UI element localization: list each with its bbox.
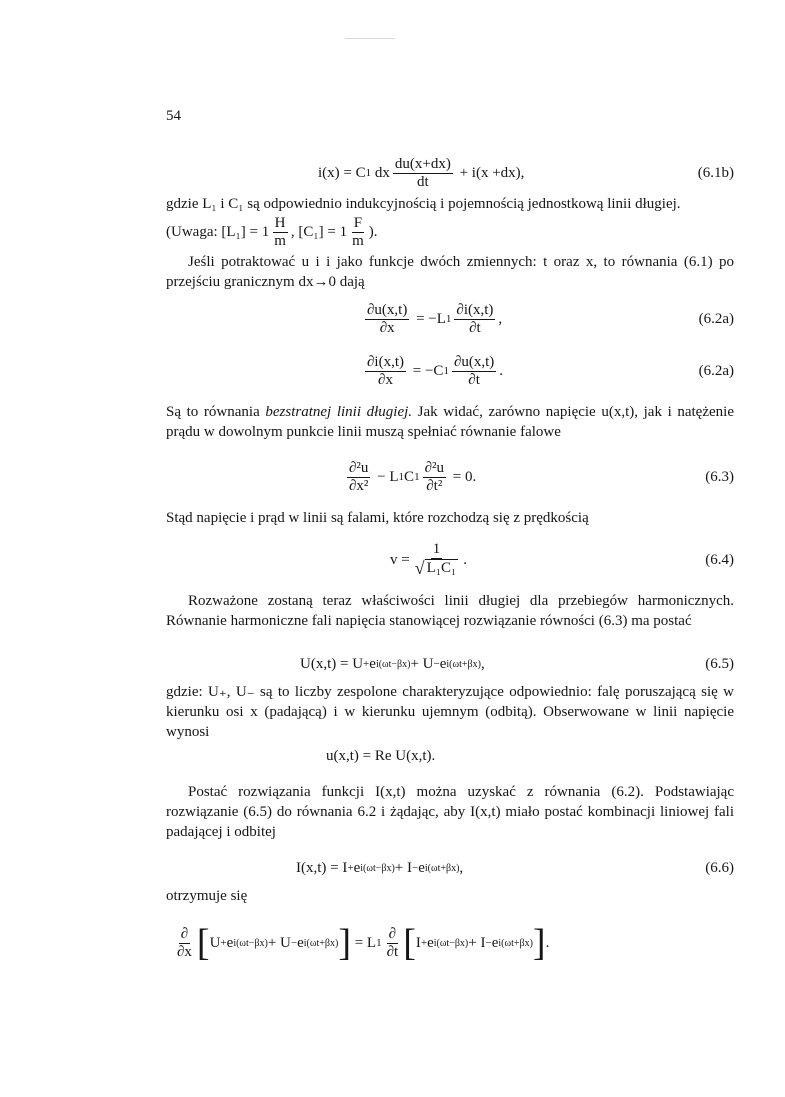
paragraph: Są to równania bezstratnej linii długiej. Jak widać, zarówno napięcie u(x,t), jak i natężenie prądu w dowolnym punkcie linii muszą spełniać równanie falowe xyxy=(166,404,734,440)
page-number: 54 xyxy=(166,108,181,124)
equation-6-3: $\frac{\text{∂²u}}{\text{∂x²}}$ − L 1 C 1 $\frac{\text{∂²u}}{\text{∂t²}}$ = 0. (6.3) xyxy=(166,452,734,502)
equation-6-2a-second: $\frac{\partial i(x,t)}{\partial x}$ = −C 1 $\frac{\partial u(x,t)}{\partial t}$ . (6.2a) xyxy=(166,346,734,396)
equation-number: (6.1b) xyxy=(697,164,734,181)
equation-number: (6.3) xyxy=(705,468,734,485)
scan-mark xyxy=(345,38,395,39)
sqrt-symbol: √ xyxy=(414,558,425,578)
paragraph: gdzie L₁ i C₁ są odpowiednio indukcyjnością i pojemnością jednostkową linii długiej. xyxy=(166,196,681,212)
equation-re: u(x,t) = Re U(x,t). xyxy=(326,747,436,764)
paragraph: Postać rozwiązania funkcji I(x,t) można uzyskać z równania (6.2). Podstawiając rozwiązanie (6.5) do równania 6.2 i żądając, aby I(x,t) miało postać kombinacji liniowej fali padającej i odbitej xyxy=(166,784,734,840)
equation-6-1b: i(x) = C 1 dx $\frac{du(x+dx)}{dt}$ + i(x +dx), (6.1b) xyxy=(166,148,734,198)
equation-number: (6.4) xyxy=(705,551,734,568)
equation-6-4: v = 1 √ L₁C₁ . (6.4) xyxy=(166,532,734,588)
paragraph: Jeśli potraktować u i i jako funkcje dwóch zmiennych: t oraz x, to równania (6.1) po przejściu granicznym dx→0 dają xyxy=(166,254,734,290)
equation-number: (6.2a) xyxy=(698,362,734,379)
equation-number: (6.2a) xyxy=(698,310,734,327)
paragraph-note: (Uwaga: [L₁] = 1 $\frac{H}{m}$ , [C₁] = 1 $\frac{F}{m}$ ). xyxy=(166,214,378,249)
equation-number: (6.6) xyxy=(705,859,734,876)
equation-derivative: $\frac{\partial}{\partial x}$ [ U + e i(ωt−βx) + U − e i(ωt+βx) ] = L 1 $\frac{\partial}{\partial t}$ [ I + e i(ωt−βx) + I − e i(ωt+βx) ] . xyxy=(177,922,550,964)
paragraph: Stąd napięcie i prąd w linii są falami, które rozchodzą się z prędkością xyxy=(166,510,589,526)
paragraph: gdzie: U₊, U₋ są to liczby zespolone charakteryzujące odpowiednio: falę poruszającą się w kierunku osi x (padającą) i w kierunku ujemnym (odbitą). Obserwowane w linii napięcie wynosi xyxy=(166,684,734,740)
equation-6-2a-first: $\frac{\partial u(x,t)}{\partial x}$ = −L 1 $\frac{\partial i(x,t)}{\partial t}$ , (6.2a) xyxy=(166,294,734,344)
equation-6-5: U(x,t) = U + e i(ωt−βx) + U − e i(ωt+βx) , (6.5) xyxy=(166,650,734,678)
paragraph: otrzymuje się xyxy=(166,888,248,904)
equation-6-6: I(x,t) = I + e i(ωt−βx) + I − e i(ωt+βx) , (6.6) xyxy=(166,854,734,882)
equation-number: (6.5) xyxy=(705,655,734,672)
paragraph: Rozważone zostaną teraz właściwości linii długiej dla przebiegów harmonicznych. Równanie harmoniczne fali napięcia stanowiącej rozwiązanie równości (6.3) ma postać xyxy=(166,593,734,629)
fraction: $\frac{du(x+dx)}{dt}$ xyxy=(394,155,451,190)
